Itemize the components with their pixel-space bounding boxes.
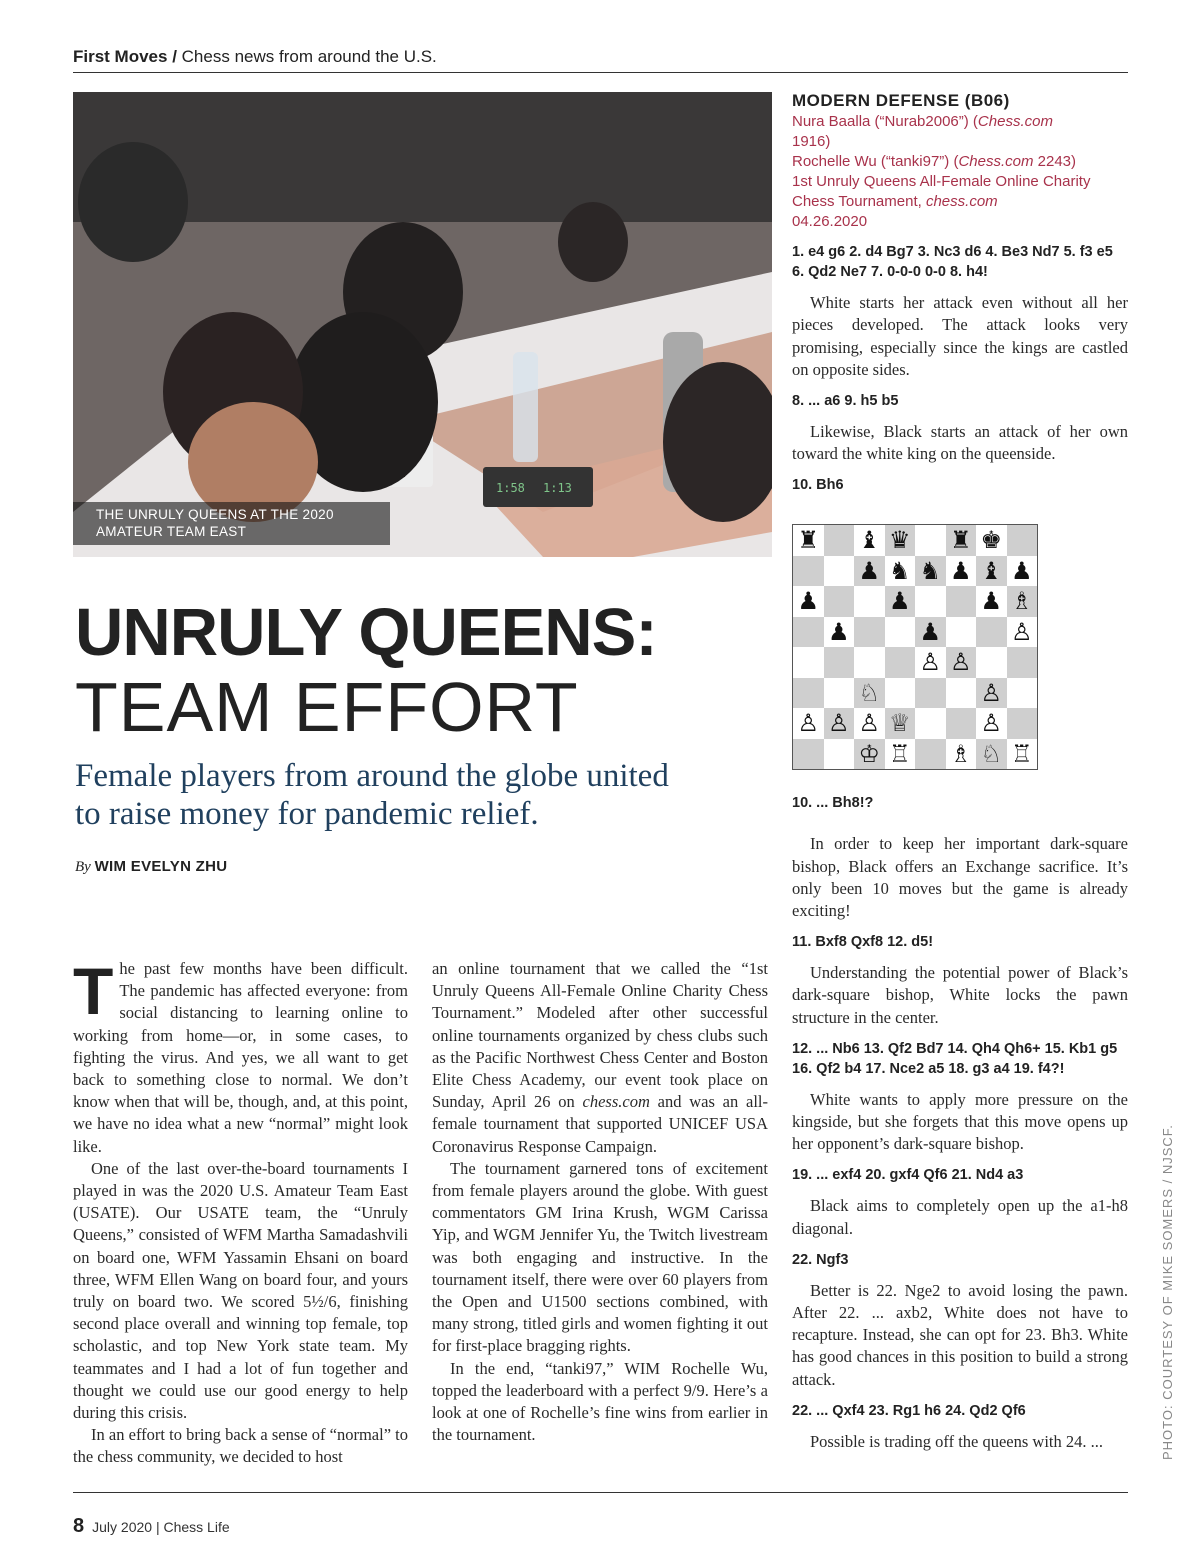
event-name: 1st Unruly Queens All-Female Online Charity Chess Tournament,: [792, 173, 1091, 211]
page-footer: [73, 1515, 230, 1538]
empty-square: [793, 739, 824, 770]
chess-piece-square: ♗: [1007, 586, 1038, 617]
page-number: 8: [73, 1515, 85, 1537]
player-rating: 1916): [792, 133, 831, 151]
caption-line: AMATEUR TEAM EAST: [96, 524, 247, 539]
empty-square: [1007, 708, 1038, 739]
site-name: chess.com: [582, 1092, 650, 1112]
chess-piece-square: ♟: [915, 617, 946, 648]
paragraph-text: and was an all-female tournament that supported UNICEF USA Coronavirus Response Campaign.: [432, 1092, 768, 1156]
player-text: Nura Baalla (“Nurab2006”) (: [792, 113, 978, 131]
moves: 12. ... Nb6 13. Qf2 Bd7 14. Qh4 Qh6+ 15. Kb1 g5 16. Qf2 b4 17. Nce2 a5 18. g3 a4 19. f4?!: [792, 1040, 1118, 1077]
game-title: MODERN DEFENSE (B06): [792, 91, 1010, 110]
top-rule: [73, 72, 1128, 73]
annotation: Possible is trading off the queens with 24. ...: [810, 1431, 1104, 1451]
chess-piece-square: ♙: [1007, 617, 1038, 648]
empty-square: [1007, 525, 1038, 556]
subheadline: TEAM EFFORT: [75, 668, 579, 746]
black-player: [792, 152, 1128, 172]
chess-piece-square: ♘: [854, 678, 885, 709]
chess-piece-square: ♗: [946, 739, 977, 770]
empty-square: [915, 708, 946, 739]
article-paragraph: In the end, “tanki97,” WIM Rochelle Wu, topped the leaderboard with a perfect 9/9. Here’s a look at one of Rochelle’s fine wins from earlier in the tournament.: [432, 1358, 768, 1445]
empty-square: [793, 556, 824, 587]
chess-piece-square: ♔: [854, 739, 885, 770]
article-column-1: [73, 954, 408, 1469]
moves: 10. ... Bh8!?: [792, 795, 874, 812]
headline: UNRULY QUEENS:: [75, 595, 657, 670]
chess-piece-square: ♙: [946, 647, 977, 678]
event-date: 04.26.2020: [792, 213, 868, 231]
byline: [75, 858, 227, 876]
empty-square: [946, 617, 977, 648]
chess-piece-square: ♝: [854, 525, 885, 556]
moves: 11. Bxf8 Qxf8 12. d5!: [792, 934, 934, 951]
chess-piece-square: ♙: [793, 708, 824, 739]
empty-square: [946, 708, 977, 739]
empty-square: [915, 586, 946, 617]
article-paragraph: One of the last over-the-board tournaments I played in was the 2020 U.S. Amateur Team East (USATE). Our USATE team, the “Unruly Queens,” consisted of WFM Martha Samadashvili on board one, WFM Yassamin Ehsani on board three, WFM Ellen Wang on board four, and yours truly on board two. We scored 5½/6, finishing second place overall and winning top female, top scholastic, and top New York state team. My teammates and I had a lot of fun together and thought we could use our good energy to help during this crisis.: [73, 1158, 408, 1423]
empty-square: [854, 617, 885, 648]
empty-square: [885, 678, 916, 709]
empty-square: [824, 647, 855, 678]
bottom-rule: [73, 1492, 1128, 1493]
moves: 1. e4 g6 2. d4 Bg7 3. Nc3 d6 4. Be3 Nd7 5. f3 e5 6. Qd2 Ne7 7. 0-0-0 0-0 8. h4!: [792, 244, 1113, 281]
empty-square: [793, 617, 824, 648]
clock-right-readout: 1:13: [543, 481, 572, 495]
empty-square: [1007, 678, 1038, 709]
annotation: Understanding the potential power of Black’s dark-square bishop, White locks the pawn structure in the center.: [792, 963, 1128, 1027]
clock-left-readout: 1:58: [496, 481, 525, 495]
annotation: In order to keep her important dark-square bishop, Black offers an Exchange sacrifice. It’s only been 10 moves but the game is already exciting!: [792, 834, 1128, 921]
chess-piece-square: ♟: [854, 556, 885, 587]
chess-piece-square: ♞: [885, 556, 916, 587]
chess-diagram: [792, 524, 1038, 770]
author-name: WIM EVELYN ZHU: [94, 858, 228, 875]
empty-square: [824, 556, 855, 587]
player-rating: 2243): [1037, 153, 1077, 171]
chess-piece-square: ♚: [976, 525, 1007, 556]
empty-square: [824, 739, 855, 770]
empty-square: [946, 586, 977, 617]
empty-square: [946, 678, 977, 709]
empty-square: [854, 586, 885, 617]
article-photo: [73, 92, 772, 557]
annotation: Likewise, Black starts an attack of her own toward the white king on the queenside.: [792, 422, 1128, 464]
chess-piece-square: ♞: [915, 556, 946, 587]
empty-square: [915, 739, 946, 770]
article-paragraph: [432, 958, 768, 1158]
chess-piece-square: ♕: [885, 708, 916, 739]
section-header: [73, 47, 437, 67]
chess-piece-square: ♘: [976, 739, 1007, 770]
photo-credit: PHOTO: COURTESY OF MIKE SOMERS / NJSCF.: [1160, 1124, 1175, 1460]
article-paragraph: [73, 954, 408, 1158]
chess-piece-square: ♜: [793, 525, 824, 556]
empty-square: [824, 525, 855, 556]
chess-piece-square: ♟: [885, 586, 916, 617]
empty-square: [793, 678, 824, 709]
chess-piece-square: ♜: [946, 525, 977, 556]
event-info: [792, 172, 1128, 232]
paragraph-text: he past few months have been difficult. The pandemic has affected everyone: from social distancing to learning online to working from home—or, in some cases, to fighting the virus. And yes, we all want to get back to something close to normal. We don’t know when that will be, though, and, at this point, we have no idea what a new “normal” might look like.: [73, 959, 408, 1156]
game-annotation-column: [792, 90, 1128, 1453]
photo-caption: [73, 502, 390, 545]
issue-info: July 2020 | Chess Life: [92, 1519, 230, 1535]
tournament-photo-illustration: [73, 92, 772, 557]
annotation: Better is 22. Nge2 to avoid losing the pawn. After 22. ... axb2, White does not have to recapture. Instead, she can opt for 23. Bh3. White has good chances in this position to build a strong attack.: [792, 1280, 1128, 1389]
empty-square: [915, 678, 946, 709]
chess-piece-square: ♟: [824, 617, 855, 648]
empty-square: [915, 525, 946, 556]
chess-piece-square: ♟: [946, 556, 977, 587]
chess-piece-square: ♙: [976, 708, 1007, 739]
chess-piece-square: ♖: [1007, 739, 1038, 770]
empty-square: [885, 617, 916, 648]
white-player: [792, 112, 1128, 152]
article-paragraph: The tournament garnered tons of excitement from female players around the globe. With guest commentators GM Irina Krush, WGM Carissa Yip, and WGM Jennifer Yu, the Twitch livestream was both engaging and instructive. In the tournament itself, there were over 60 players from the Open and U1500 sections combined, with many strong, titled girls and women fighting it out for first-place bragging rights.: [432, 1158, 768, 1356]
chess-piece-square: ♙: [854, 708, 885, 739]
empty-square: [976, 647, 1007, 678]
chess-piece-square: ♖: [885, 739, 916, 770]
moves: 19. ... exf4 20. gxf4 Qf6 21. Nd4 a3: [792, 1167, 1024, 1184]
empty-square: [885, 647, 916, 678]
empty-square: [824, 678, 855, 709]
moves: 22. ... Qxf4 23. Rg1 h6 24. Qd2 Qf6: [792, 1402, 1026, 1419]
chess-piece-square: ♙: [915, 647, 946, 678]
section-subtitle: Chess news from around the U.S.: [181, 47, 437, 66]
empty-square: [1007, 647, 1038, 678]
event-site: chess.com: [925, 193, 998, 211]
dek-line: to raise money for pandemic relief.: [75, 796, 539, 832]
dek: [75, 757, 775, 833]
player-site: Chess.com: [958, 153, 1034, 171]
section-name: First Moves /: [73, 47, 177, 66]
article-paragraph: In an effort to bring back a sense of “normal” to the chess community, we decided to host: [73, 1425, 408, 1467]
chess-piece-square: ♛: [885, 525, 916, 556]
chess-piece-square: ♙: [976, 678, 1007, 709]
moves: 8. ... a6 9. h5 b5: [792, 393, 899, 410]
empty-square: [793, 647, 824, 678]
moves: 22. Ngf3: [792, 1251, 849, 1268]
empty-square: [976, 617, 1007, 648]
chess-piece-square: ♟: [793, 586, 824, 617]
chess-piece-square: ♟: [976, 586, 1007, 617]
player-site: Chess.com: [977, 113, 1053, 131]
byline-prefix: By: [75, 859, 91, 875]
chess-piece-square: ♙: [824, 708, 855, 739]
player-text: Rochelle Wu (“tanki97”) (: [792, 153, 959, 171]
chess-piece-square: ♝: [976, 556, 1007, 587]
empty-square: [854, 647, 885, 678]
annotation: White starts her attack even without all her pieces developed. The attack looks very promising, especially since the kings are castled on opposite sides.: [792, 293, 1128, 379]
annotation: White wants to apply more pressure on the kingside, but she forgets that this move opens up her opponent’s dark-square bishop.: [792, 1089, 1128, 1154]
empty-square: [824, 586, 855, 617]
chess-piece-square: ♟: [1007, 556, 1038, 587]
moves: 10. Bh6: [792, 477, 844, 494]
caption-line: THE UNRULY QUEENS AT THE 2020: [96, 507, 334, 522]
article-column-2: [432, 958, 768, 1446]
drop-cap: T: [73, 954, 114, 1028]
paragraph-text: an online tournament that we called the “1st Unruly Queens All-Female Online Charity Chess Tournament.” Modeled after other successful online tournaments organized by chess clubs such as the Pacific Northwest Chess Center and Boston Elite Chess Academy, our event took place on Sunday, April 26 on: [432, 959, 768, 1112]
annotation: Black aims to completely open up the a1-h8 diagonal.: [792, 1196, 1128, 1238]
spacer: [792, 823, 1128, 833]
dek-line: Female players from around the globe united: [75, 758, 669, 794]
